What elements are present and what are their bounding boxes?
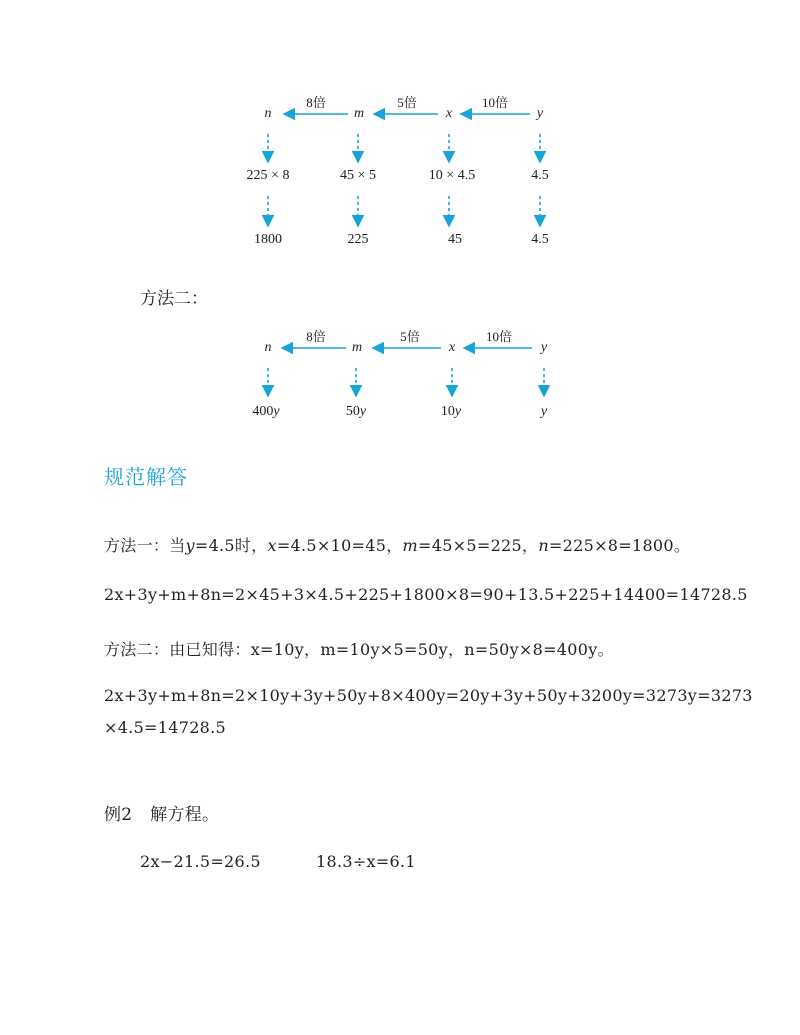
equation-1: 2x−21.5=26.5 xyxy=(140,852,261,871)
var-x: x xyxy=(445,106,453,121)
row2-value: 225 × 8 xyxy=(246,168,290,183)
factor-label: 10倍 xyxy=(485,329,513,344)
equation-2: 18.3÷x=6.1 xyxy=(316,852,416,871)
solution-line-4b: ×4.5=14728.5 xyxy=(104,718,227,737)
var-n: n xyxy=(264,340,272,355)
solution-line-1: 方法一：当y=4.5时，x=4.5×10=45，m=45×5=225，n=225×8=1800。 xyxy=(104,536,691,555)
row3-value: 45 xyxy=(448,232,462,247)
example-title: 解方程。 xyxy=(150,805,220,825)
diagram-method-two xyxy=(0,0,800,430)
row3-value: 225 xyxy=(347,232,369,247)
var-m: m xyxy=(351,340,363,355)
row2-value: 50y xyxy=(345,404,367,419)
example-heading xyxy=(104,800,219,825)
row2-value: 45 × 5 xyxy=(340,168,376,183)
row2-value: 4.5 xyxy=(531,168,549,183)
var-y: y xyxy=(540,340,548,355)
row2-value: 10 × 4.5 xyxy=(428,168,476,183)
method-two-label: 方法二： xyxy=(140,289,208,309)
var-n: n xyxy=(264,106,272,121)
factor-label: 5倍 xyxy=(400,329,420,344)
factor-label: 8倍 xyxy=(306,95,326,110)
solution-line-3: 方法二：由已知得：x=10y，m=10y×5=50y，n=50y×8=400y。 xyxy=(104,640,614,659)
factor-label: 5倍 xyxy=(397,95,417,110)
solution-line-4a: 2x+3y+m+8n=2×10y+3y+50y+8×400y=20y+3y+50y+3200y=3273y=3273 xyxy=(104,686,753,705)
factor-label: 10倍 xyxy=(481,95,509,110)
solution-line-2: 2x+3y+m+8n=2×45+3×4.5+225+1800×8=90+13.5+225+14400=14728.5 xyxy=(104,585,748,604)
var-y: y xyxy=(536,106,544,121)
row2-value: 10y xyxy=(440,404,462,419)
row2-value: y xyxy=(540,404,548,419)
var-m: m xyxy=(353,106,365,121)
row3-value: 1800 xyxy=(254,232,282,247)
diagram-two-arrows xyxy=(0,0,800,430)
row2-value: 400y xyxy=(252,404,280,419)
section-heading: 规范解答 xyxy=(104,465,188,489)
example-label: 例2 xyxy=(104,805,133,825)
row3-value: 4.5 xyxy=(531,232,549,247)
var-x: x xyxy=(448,340,456,355)
factor-label: 8倍 xyxy=(306,329,326,344)
